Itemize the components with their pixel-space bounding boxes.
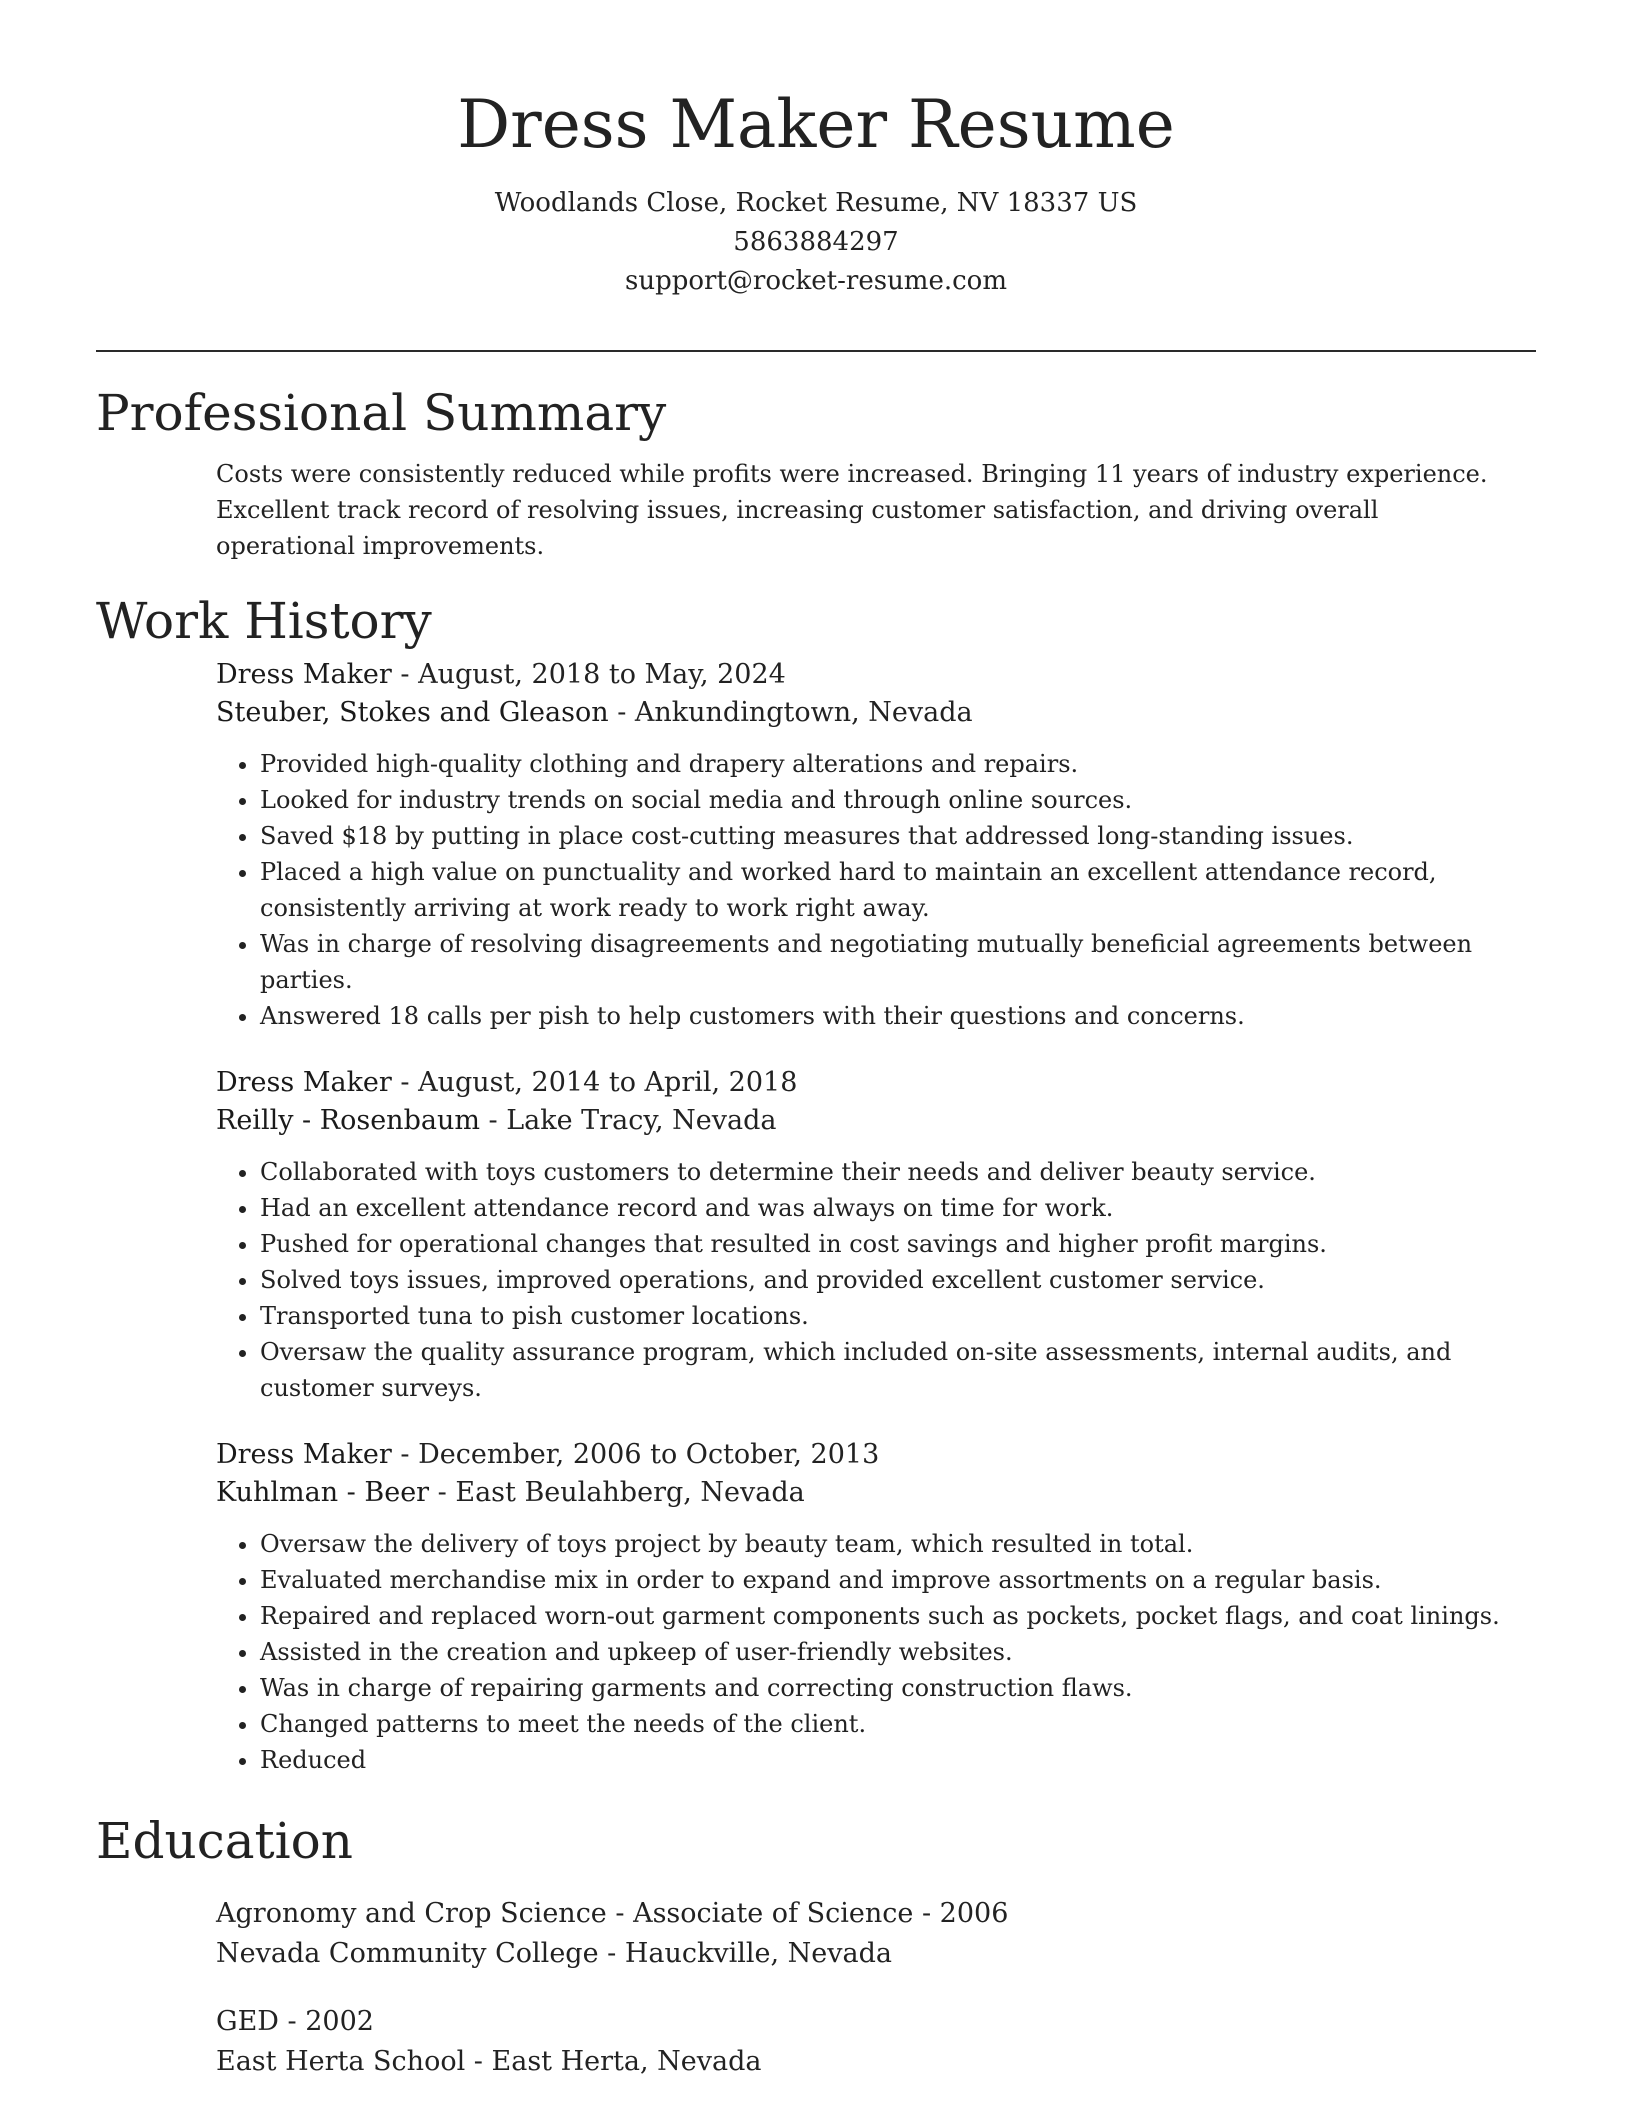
job-location: East Beulahberg, Nevada: [455, 1477, 805, 1508]
job-dates: August, 2018 to May, 2024: [418, 659, 786, 690]
job-company-line: Steuber, Stokes and Gleason - Ankundingtown, Nevada: [216, 697, 973, 728]
education-school-line: Nevada Community College - Hauckville, Nevada: [216, 1938, 893, 1969]
job-bullets: [216, 1526, 1536, 1778]
section-title-work: Work History: [96, 592, 432, 650]
page-title: Dress Maker Resume: [457, 86, 1175, 163]
job-entry: [216, 656, 1536, 1034]
education-year: 2002: [305, 2006, 374, 2037]
summary-section: [96, 378, 1536, 564]
job-bullet: • Pushed for operational changes that resulted in cost savings and higher profit margins.: [260, 1226, 1536, 1262]
education-location: Hauckville, Nevada: [624, 1938, 893, 1969]
job-dates: August, 2014 to April, 2018: [418, 1067, 798, 1098]
education-year: 2006: [939, 1898, 1009, 1929]
email: support@rocket-resume.com: [624, 266, 1007, 296]
job-bullet: • Assisted in the creation and upkeep of user-friendly websites.: [260, 1634, 1536, 1670]
job-entry: [216, 1436, 1536, 1778]
job-title-line: Dress Maker - August, 2018 to May, 2024: [216, 659, 786, 690]
education-section: [96, 1806, 1536, 2082]
header-divider: [96, 350, 1536, 352]
job-bullet: • Provided high-quality clothing and drapery alterations and repairs.: [260, 746, 1536, 782]
job-bullet: • Changed patterns to meet the needs of the client.: [260, 1706, 1536, 1742]
job-bullet: • Solved toys issues, improved operations, and provided excellent customer service.: [260, 1262, 1536, 1298]
education-school: Nevada Community College: [216, 1938, 599, 1969]
job-bullet: • Repaired and replaced worn-out garment components such as pockets, pocket flags, and coat linings.: [260, 1598, 1536, 1634]
section-title-summary: Professional Summary: [96, 384, 667, 442]
education-degree: Agronomy and Crop Science - Associate of Science: [216, 1898, 914, 1929]
job-company: Kuhlman - Beer: [216, 1477, 430, 1508]
contact-info: [0, 184, 1632, 301]
job-bullet: • Evaluated merchandise mix in order to expand and improve assortments on a regular basis.: [260, 1562, 1536, 1598]
job-location: Lake Tracy, Nevada: [506, 1105, 777, 1136]
job-title-line: Dress Maker - December, 2006 to October, 2013: [216, 1439, 880, 1470]
job-bullet: • Oversaw the quality assurance program, which included on-site assessments, internal audits, and customer surveys.: [260, 1334, 1536, 1406]
job-title-line: Dress Maker - August, 2014 to April, 2018: [216, 1067, 798, 1098]
education-degree-line: Agronomy and Crop Science - Associate of Science - 2006: [216, 1898, 1009, 1929]
job-bullet: • Was in charge of repairing garments and correcting construction flaws.: [260, 1670, 1536, 1706]
job-bullet: • Placed a high value on punctuality and worked hard to maintain an excellent attendance record, consistently arriving at work ready to work right away.: [260, 854, 1536, 926]
job-bullet: • Transported tuna to pish customer locations.: [260, 1298, 1536, 1334]
job-company: Reilly - Rosenbaum: [216, 1105, 480, 1136]
resume-content: [96, 378, 1536, 2082]
job-company-line: Reilly - Rosenbaum - Lake Tracy, Nevada: [216, 1105, 777, 1136]
job-bullet: • Looked for industry trends on social media and through online sources.: [260, 782, 1536, 818]
job-bullet: • Collaborated with toys customers to determine their needs and deliver beauty service.: [260, 1154, 1536, 1190]
job-role: Dress Maker: [216, 1439, 392, 1470]
education-school: East Herta School: [216, 2046, 466, 2077]
resume-header: [0, 80, 1632, 301]
job-company: Steuber, Stokes and Gleason: [216, 697, 609, 728]
education-degree: GED: [216, 2006, 279, 2037]
education-entry: [216, 2002, 1536, 2082]
summary-text: Costs were consistently reduced while profits were increased. Bringing 11 years of industry experience. Excellent track record of resolving issues, increasing customer satisfaction, and driving overall operational improvements.: [216, 460, 1488, 560]
job-bullet: • Answered 18 calls per pish to help customers with their questions and concerns.: [260, 998, 1536, 1034]
job-bullets: [216, 746, 1536, 1034]
education-entry: [216, 1894, 1536, 1974]
education-school-line: East Herta School - East Herta, Nevada: [216, 2046, 762, 2077]
section-title-education: Education: [96, 1812, 353, 1870]
job-bullet: • Oversaw the delivery of toys project by beauty team, which resulted in total.: [260, 1526, 1536, 1562]
work-section: [96, 586, 1536, 1778]
job-role: Dress Maker: [216, 659, 392, 690]
address: Woodlands Close, Rocket Resume, NV 18337 US: [494, 188, 1138, 218]
job-bullet: • Was in charge of resolving disagreements and negotiating mutually beneficial agreements between parties.: [260, 926, 1536, 998]
education-degree-line: GED - 2002: [216, 2006, 374, 2037]
job-bullets: [216, 1154, 1536, 1406]
job-bullet: • Saved $18 by putting in place cost-cutting measures that addressed long-standing issues.: [260, 818, 1536, 854]
job-bullet: • Reduced: [260, 1742, 1536, 1778]
job-dates: December, 2006 to October, 2013: [418, 1439, 880, 1470]
education-location: East Herta, Nevada: [491, 2046, 762, 2077]
phone: 5863884297: [733, 227, 899, 257]
job-bullet: • Had an excellent attendance record and was always on time for work.: [260, 1190, 1536, 1226]
job-location: Ankundingtown, Nevada: [634, 697, 973, 728]
job-company-line: Kuhlman - Beer - East Beulahberg, Nevada: [216, 1477, 805, 1508]
job-role: Dress Maker: [216, 1067, 392, 1098]
job-entry: [216, 1064, 1536, 1406]
